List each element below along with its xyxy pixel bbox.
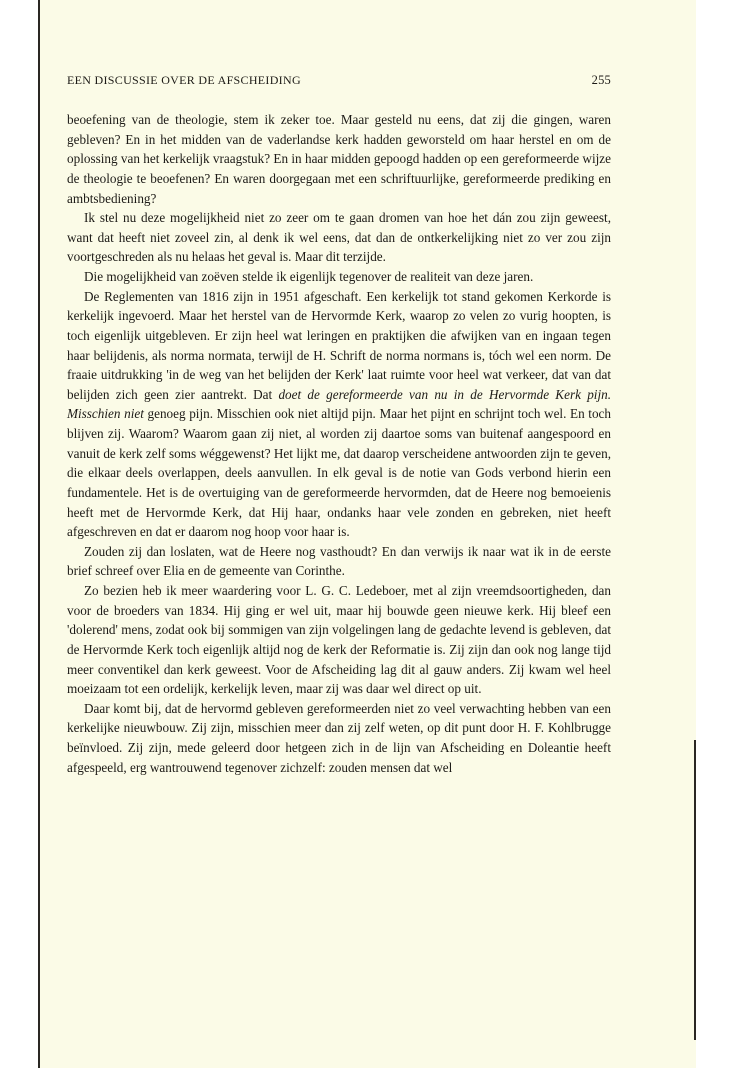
paragraph-4-text-b: genoeg pijn. Misschien ook niet altijd pijn. Maar het pijnt en schrijnt toch wel. En toch blijven zij. Waarom? Waarom gaan zij niet, al worden zij daartoe soms van buitenaf aangespoord en vanuit de kerk zelf soms wéggewenst? Het lijkt me, dat daarop verscheidene antwoorden zijn te geven, die elkaar deels overlappen, deels aanvullen. In elk geval is de notie van Gods verbond hierin een fundamentele. Het is de overtuiging van de gereformeerde hervormden, dat de Heere nog bemoeienis heeft met de Hervormde Kerk, dat Hij haar, ondanks haar vele zonden en gebreken, niet heeft afgeschreven en dat er daarom nog hoop voor haar is. (67, 406, 611, 540)
paragraph-4-text-a: De Reglementen van 1816 zijn in 1951 afgeschaft. Een kerkelijk tot stand gekomen Kerkorde is kerkelijk ingevoerd. Maar het herstel van de Hervormde Kerk, waarop zo velen zo vurig hoopten, is toch eigenlijk uitgebleven. Er zijn heel wat leringen en praktijken die afwijken van en ingaan tegen haar belijdenis, als norma normata, terwijl de H. Schrift de norma normans is, tóch wel een norm. De fraaie uitdrukking 'in de weg van het belijden der Kerk' laat ruimte voor heel wat verkeer, dat van dat belijden zich geen zier aantrekt. Dat (67, 288, 611, 402)
paragraph-2: Ik stel nu deze mogelijkheid niet zo zeer om te gaan dromen van hoe het dán zou zijn geweest, want dat heeft niet zoveel zin, al denk ik wel eens, dat dan de ontkerkelijking niet zo ver zou zijn voortgeschreden als nu helaas het geval is. Maar dit terzijde. (67, 210, 611, 265)
paragraph-4-italic: doet de gereformeerde van nu in de Hervormde Kerk pijn. Misschien niet (67, 386, 612, 422)
paragraph-6: Zo bezien heb ik meer waardering voor L. G. C. Ledeboer, met al zijn vreemdsoortigheden, dan voor de broeders van 1834. Hij ging er wel uit, maar hij bouwde geen nieuwe kerk. Hij bleef een 'dolerend' mens, zodat ook bij sommigen van zijn volgelingen lang de gedachte levend is gebleven, dat de Hervormde Kerk toch eigenlijk altijd nog de kerk der Reformatie is. Zij zijn dan ook nog lange tijd meer conventikel dan kerk geweest. Voor de Afscheiding lag dit al gauw anders. Zij kwam wel heel moeizaam tot een ordelijk, kerkelijk leven, maar zij was daar wel direct op uit. (67, 583, 611, 697)
paragraph-4 (67, 287, 611, 542)
running-head: EEN DISCUSSIE OVER DE AFSCHEIDING (67, 73, 301, 87)
body-text (67, 110, 611, 777)
paragraph-5: Zouden zij dan loslaten, wat de Heere nog vasthoudt? En dan verwijs ik naar wat ik in de eerste brief schreef over Elia en de gemeente van Corinthe. (67, 543, 611, 579)
scan-edge-right (694, 740, 696, 1040)
paragraph-3: Die mogelijkheid van zoëven stelde ik eigenlijk tegenover de realiteit van deze jaren. (84, 269, 534, 284)
page-header (67, 73, 611, 88)
paragraph-1: beoefening van de theologie, stem ik zeker toe. Maar gesteld nu eens, dat zij die gingen, waren gebleven? En in het midden van de vaderlandse kerk hadden geworsteld om haar herstel en om de oplossing van het kerkelijk vraagstuk? En in haar midden gepoogd hadden op een gereformeerde wijze de theologie te beoefenen? En waren doorgegaan met een schriftuurlijke, gereformeerde prediking en ambtsbediening? (67, 112, 611, 206)
page-number: 255 (591, 73, 611, 87)
paragraph-7: Daar komt bij, dat de hervormd gebleven gereformeerden niet zo veel verwachting hebben van een kerkelijke nieuwbouw. Zij zijn, misschien meer dan zij zelf weten, op dit punt door H. F. Kohlbrugge beïnvloed. Zij zijn, mede geleerd door hetgeen zich in de lijn van Afscheiding en Doleantie heeft afgespeeld, erg wantrouwend tegenover zichzelf: zouden mensen dat wel (67, 700, 611, 775)
